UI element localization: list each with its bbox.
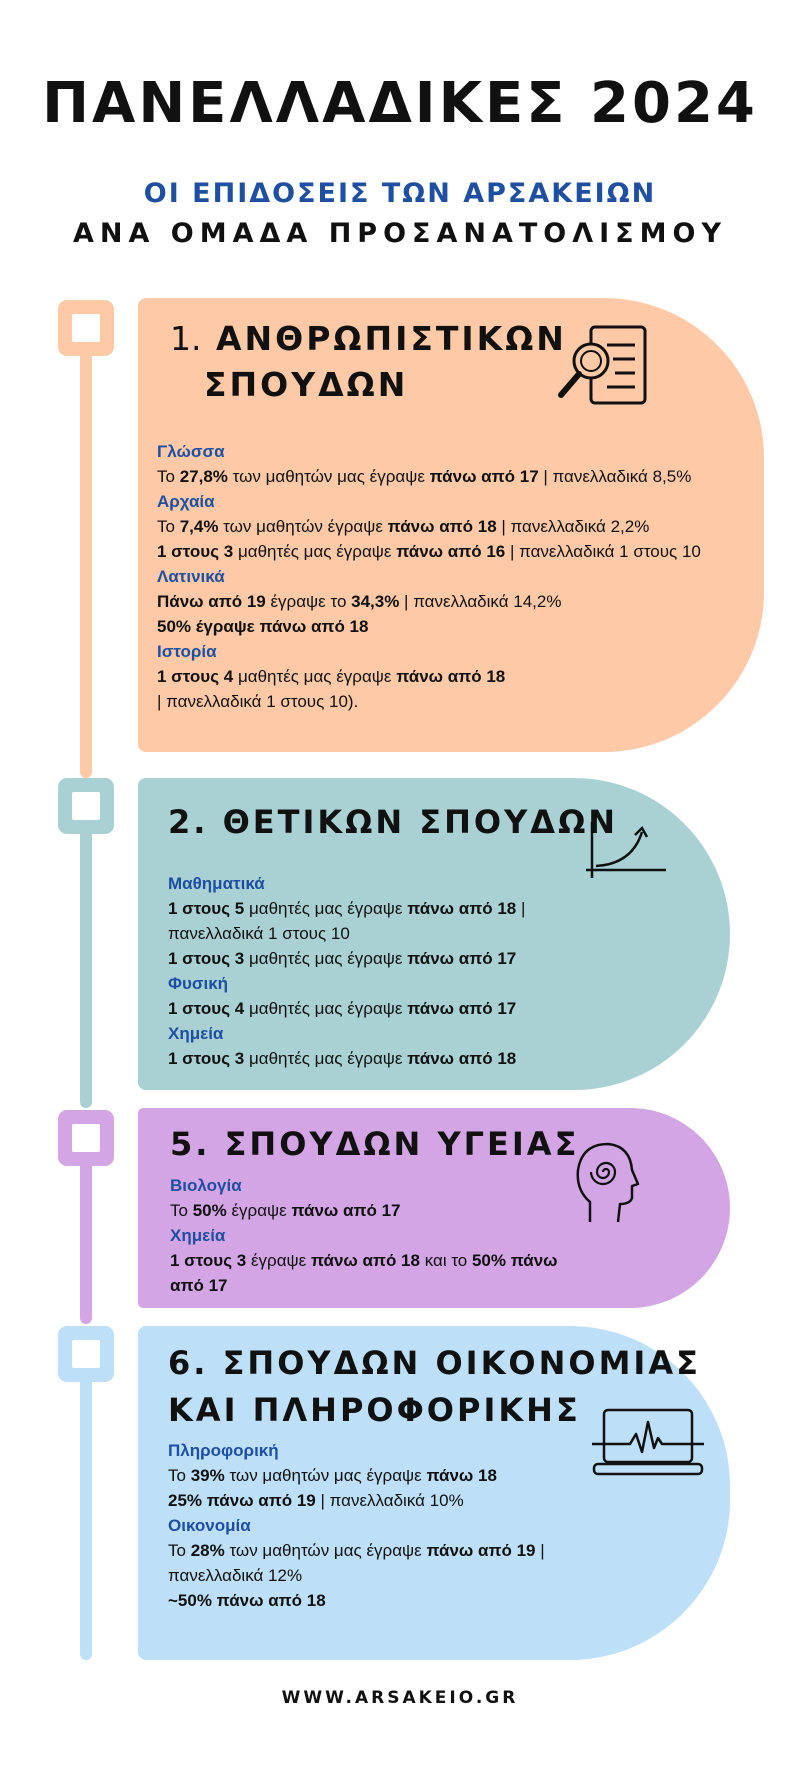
section-body-economics <box>168 1438 608 1613</box>
timeline-marker-economics <box>58 1326 114 1382</box>
section-title-economics: 6. ΣΠΟΥΔΩΝ ΟΙΚΟΝΟΜΙΑΣ ΚΑΙ ΠΛΗΡΟΦΟΡΙΚΗΣ <box>168 1344 701 1429</box>
subject-mathematics: Μαθηματικά <box>168 874 265 893</box>
subject-istoria: Ιστορία <box>157 642 217 661</box>
subtitle-performance: ΟΙ ΕΠΙΔΟΣΕΙΣ ΤΩΝ ΑΡΣΑΚΕΙΩΝ <box>143 178 657 209</box>
section-card-sciences <box>138 778 730 1090</box>
stat-latinika-1: Πάνω από 19 έγραψε το 34,3% | πανελλαδικά 14,2% <box>157 592 562 611</box>
subject-latinika: Λατινικά <box>157 567 225 586</box>
section-number-humanities: 1. <box>170 319 202 358</box>
timeline-rail-humanities <box>80 300 92 778</box>
subtitle-orientation-group: ΑΝΑ ΟΜΑΔΑ ΠΡΟΣΑΝΑΤΟΛΙΣΜΟΥ <box>73 218 727 249</box>
section-card-health <box>138 1108 730 1308</box>
section-title-humanities: 1. ΑΝΘΡΩΠΙΣΤΙΚΩΝ ΣΠΟΥΔΩΝ <box>170 319 567 404</box>
stat-informatics-1: Το 39% των μαθητών μας έγραψε πάνω 18 <box>168 1466 497 1485</box>
stat-archaia-2: 1 στους 3 μαθητές μας έγραψε πάνω από 16 | πανελλαδικά 1 στους 10 <box>157 542 701 561</box>
section-title-health: 5. ΣΠΟΥΔΩΝ ΥΓΕΙΑΣ <box>170 1125 580 1163</box>
website-link[interactable]: WWW.ARSAKEIO.GR <box>281 1688 519 1708</box>
timeline-marker-humanities <box>58 300 114 356</box>
stat-latinika-2: 50% έγραψε πάνω από 18 <box>157 617 369 636</box>
subject-chemistry-health: Χημεία <box>170 1226 226 1245</box>
section-card-humanities <box>138 298 764 752</box>
stat-chemistry-1: 1 στους 3 μαθητές μας έγραψε πάνω από 18 <box>168 1049 517 1068</box>
growth-curve-icon <box>582 820 668 880</box>
subject-chemistry: Χημεία <box>168 1024 224 1043</box>
stat-informatics-2: 25% πάνω από 19 | πανελλαδικά 10% <box>168 1491 464 1510</box>
subject-glossa: Γλώσσα <box>157 442 225 461</box>
subject-biology: Βιολογία <box>170 1176 242 1195</box>
timeline-marker-health <box>58 1110 114 1166</box>
subject-informatics: Πληροφορική <box>168 1441 279 1460</box>
stat-glossa-1: Το 27,8% των μαθητών μας έγραψε πάνω από 17 | πανελλαδικά 8,5% <box>157 467 692 486</box>
stat-economy-1: Το 28% των μαθητών μας έγραψε πάνω από 19 | πανελλαδικά 12% <box>168 1541 545 1585</box>
stat-chemistry-health-1: 1 στους 3 έγραψε πάνω από 18 και το 50% πάνω από 17 <box>170 1251 558 1295</box>
stat-biology-1: Το 50% έγραψε πάνω από 17 <box>170 1201 401 1220</box>
section-card-economics <box>138 1326 730 1660</box>
stat-economy-2: ~50% πάνω από 18 <box>168 1591 326 1610</box>
timeline-marker-sciences <box>58 778 114 834</box>
subject-archaia: Αρχαία <box>157 492 215 511</box>
stat-math-2: 1 στους 3 μαθητές μας έγραψε πάνω από 17 <box>168 949 517 968</box>
subject-economy: Οικονομία <box>168 1516 251 1535</box>
page-title: ΠΑΝΕΛΛΑΔΙΚΕΣ 2024 <box>42 71 758 136</box>
section-body-health <box>170 1173 570 1298</box>
section-body-humanities <box>157 439 757 714</box>
stat-archaia-1: Το 7,4% των μαθητών έγραψε πάνω από 18 | πανελλαδικά 2,2% <box>157 517 650 536</box>
stat-physics-1: 1 στους 4 μαθητές μας έγραψε πάνω από 17 <box>168 999 517 1018</box>
magnifier-document-icon <box>555 323 661 411</box>
subject-physics: Φυσική <box>168 974 229 993</box>
section-body-sciences <box>168 871 578 1071</box>
section-title-sciences: 2. ΘΕΤΙΚΩΝ ΣΠΟΥΔΩΝ <box>168 803 619 841</box>
head-spiral-icon <box>572 1140 642 1226</box>
stat-istoria-2: | πανελλαδικά 1 στους 10). <box>157 692 359 711</box>
stat-istoria-1: 1 στους 4 μαθητές μας έγραψε πάνω από 18 <box>157 667 506 686</box>
stat-math-1: 1 στους 5 μαθητές μας έγραψε πάνω από 18 | πανελλαδικά 1 στους 10 <box>168 899 526 943</box>
